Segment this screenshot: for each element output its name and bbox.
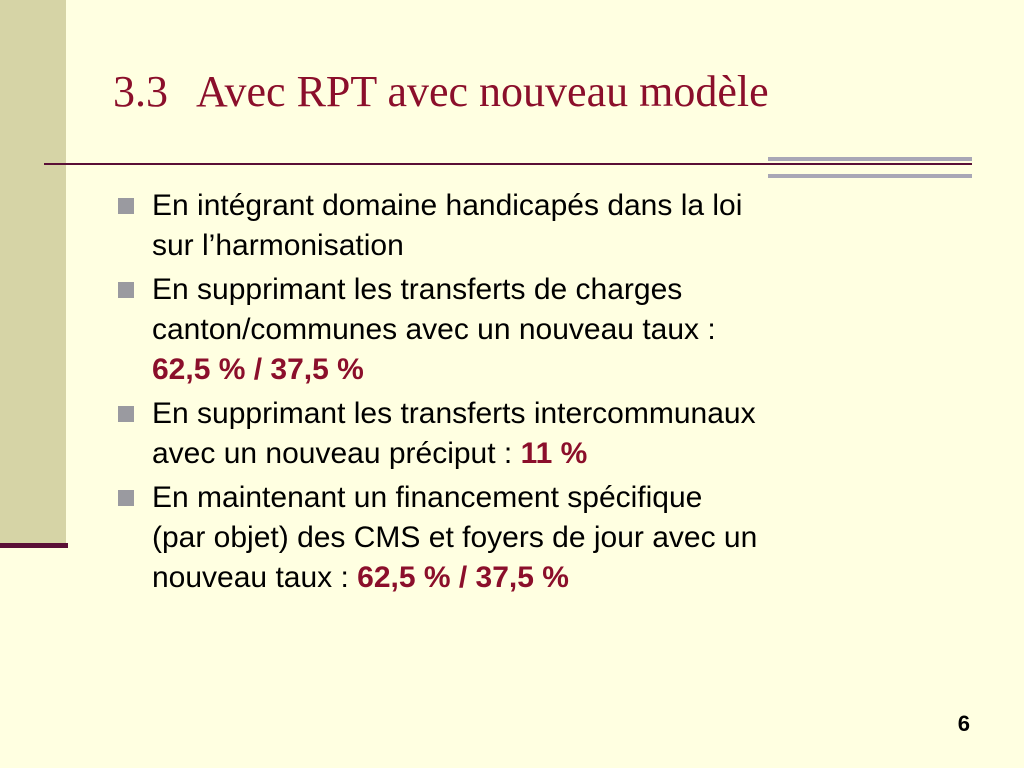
square-bullet-icon	[118, 282, 134, 298]
square-bullet-icon	[118, 490, 134, 506]
bullet-item-3	[118, 394, 968, 474]
title-divider	[44, 163, 972, 165]
bullet-item-2	[118, 270, 968, 390]
bullet-text-line: (par objet) des CMS et foyers de jour avec un	[152, 521, 758, 554]
bullet-text-line: En intégrant domaine handicapés dans la loi	[152, 189, 743, 222]
bullet-text-line: En supprimant les transferts intercommunaux	[152, 397, 756, 430]
bullet-item-4	[118, 478, 968, 598]
square-bullet-icon	[118, 406, 134, 422]
bullet-text-line: canton/communes avec un nouveau taux :	[152, 313, 716, 346]
left-decorative-band	[0, 0, 66, 545]
slide-number: 6	[957, 711, 970, 736]
rate-highlight: 62,5 % / 37,5 %	[357, 561, 569, 594]
square-bullet-icon	[118, 198, 134, 214]
bullet-text-line: nouveau taux :	[152, 561, 358, 594]
bullet-text-line: En maintenant un financement spécifique	[152, 481, 703, 514]
rate-highlight: 62,5 % / 37,5 %	[152, 353, 364, 386]
bullet-text-line: sur l’harmonisation	[152, 229, 404, 262]
bullet-item-1	[118, 186, 968, 266]
slide-title	[113, 67, 769, 116]
title-number: 3.3	[113, 67, 168, 116]
rate-highlight: 11 %	[520, 437, 588, 470]
bullet-text-line: En supprimant les transferts de charges	[152, 273, 683, 306]
bullet-list	[118, 186, 968, 602]
bullet-text-line: avec un nouveau préciput :	[152, 437, 521, 470]
divider-accent-top	[768, 157, 972, 161]
title-text: Avec RPT avec nouveau modèle	[196, 67, 769, 116]
left-accent-bar	[0, 543, 68, 548]
divider-accent-bottom	[768, 174, 972, 178]
